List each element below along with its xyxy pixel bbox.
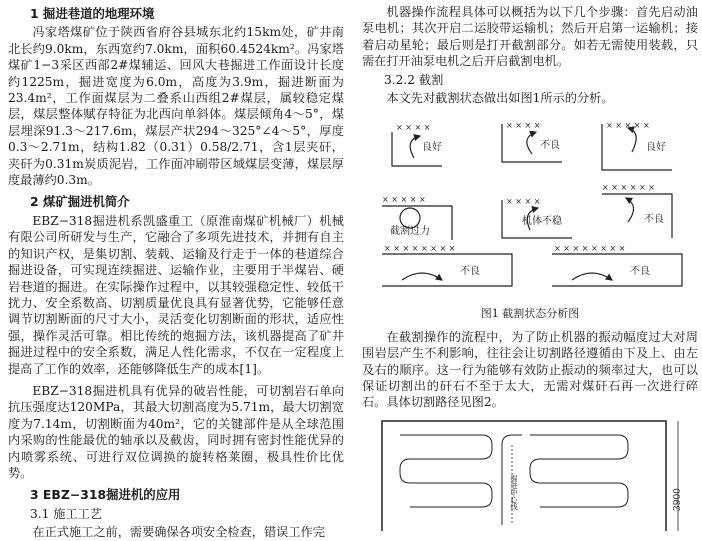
fig1-label-8: 不良 (630, 266, 650, 278)
right-column (362, 0, 698, 531)
fig1-label-6: 不良 (644, 214, 664, 226)
section-2-paragraph-1: EBZ−318掘进机系凯盛重工（原淮南煤矿机械厂）机械有限公司所研发与生产，它融合了多项先进技术，并拥有自主的知识产权，是集切割、装载、运输及行走于一体的巷道综合掘进设备，可实现连续掘进、运输作业，主要用于半煤岩、硬岩巷道的掘进。在实际操作过程中，以其较强稳定性、较低干扰力、安全系数高、切割质量优良具有显著优势，它能够任意调节切割断面的尺寸大小，灵活变化切割断面的形状，适应性强，操作灵活可靠。相比传统的炮掘方法，该机器提高了矿井掘进过程中的安全系数，满足人性化需求，不仅在一定程度上提高了工作的效率，还能够降低生产的成本[1]。 (8, 213, 344, 376)
fig1-label-7: 不良 (460, 266, 480, 278)
section-3-2-2-heading: 3.2.2 截割 (384, 72, 444, 87)
section-1-paragraph: 冯家塔煤矿位于陕西省府谷县城东北约15km处，矿井南北长约9.0km，东西宽约7.0km，面积60.4524km²。冯家塔煤矿1−3采区西部2#煤辅运、回风大巷掘进工作面设计长度约1225m，掘进宽度为6.0m，高度为3.9m，掘进断面为23.4m²，工作面煤层为二叠系山西组2#煤层，属较稳定煤层，煤层整体赋存特征为北西向单斜体。煤层倾角4～5°，煤层埋深91.3～217.6m，煤层产状294～325°∠4～5°，厚度0.3～2.71m，结构1.82（0.31）0.58/2.71，含1层夹矸，夹矸为0.31m炭质泥岩，工作面冲刷带区域煤层变薄，煤层厚度最薄约0.3m。 (8, 25, 344, 188)
section-3-2-2-paragraph: 本文先对截割状态做出如图1所示的分析。 (386, 91, 614, 106)
section-3-1-paragraph: 在正式施工之前，需要确保各项安全检查，错误工作完 (32, 525, 325, 540)
svg-text:× × × ×: × × × × (396, 123, 431, 133)
section-2-heading: 2 煤矿掘进机简介 (30, 194, 130, 210)
fig1-label-3: 良好 (646, 142, 666, 154)
svg-text:× × × ×: × × × × (506, 121, 541, 131)
svg-text:× × × ×: × × × × (506, 197, 541, 207)
figure-1-caption: 图1 截割状态分析图 (480, 307, 580, 321)
right-after-figure-paragraph: 在截割操作的流程中，为了防止机器的振动幅度过大对周围岩层产生不利影响，往往会让切割路径遵循由下及上、由左及右的顺序。这一行为能够有效防止振动的频率过大，也可以保证切割出的矸石不至于太大，无需对煤矸石再一次进行碎石。具体切割路径见图2。 (362, 329, 698, 410)
right-top-paragraph: 机器操作流程具体可以概括为以下几个步骤：首先启动油泵电机；其次开启二运胶带运输机；然后开启第一运输机；接着启动星轮；最后则是打开截割部分。如若无需使用装载，只需在打开油泵电机之后开启截割电机。 (362, 5, 698, 69)
svg-text:× × × × × ×: × × × × × × (602, 183, 655, 193)
section-1-heading: 1 掘进巷道的地理环境 (30, 6, 155, 21)
fig1-label-5: 机体不稳 (522, 216, 562, 228)
fig1-label-1: 良好 (422, 142, 442, 154)
fig1-label-2: 不良 (540, 140, 560, 152)
figure-1-cutting-state-diagram (362, 110, 698, 302)
fig2-dimension-label: 3900 (673, 487, 683, 511)
section-3-heading: 3 EBZ−318掘进机的应用 (30, 487, 181, 503)
svg-text:× × × × ×: × × × × × (382, 195, 426, 205)
left-column (8, 0, 344, 541)
svg-text:× × × × × × × ×: × × × × × × × × (384, 244, 456, 254)
fig2-centerline-label: 掘进中心线 (510, 474, 518, 510)
fig1-label-4: 截割过力 (390, 226, 430, 238)
section-3-1-heading: 3.1 施工工艺 (30, 506, 103, 521)
svg-text:× × × × × × × ×: × × × × × × × × (554, 244, 626, 254)
section-2-paragraph-2: EBZ−318掘进机具有优异的破岩性能，可切割岩石单向抗压强度达120MPa，其最大切割高度为5.71m，最大切割宽度为7.14m，切割断面为40m²，它的关键部件是从全球范围内采购的性能最优的轴承以及截齿，同时拥有密封性能优异的内喷雾系统、可进行双位调换的旋转格莱圈，极具性价比优势。 (8, 383, 344, 480)
svg-text:× × × × ×: × × × × × (606, 121, 650, 131)
figure-2-cutting-path-diagram (362, 415, 698, 531)
